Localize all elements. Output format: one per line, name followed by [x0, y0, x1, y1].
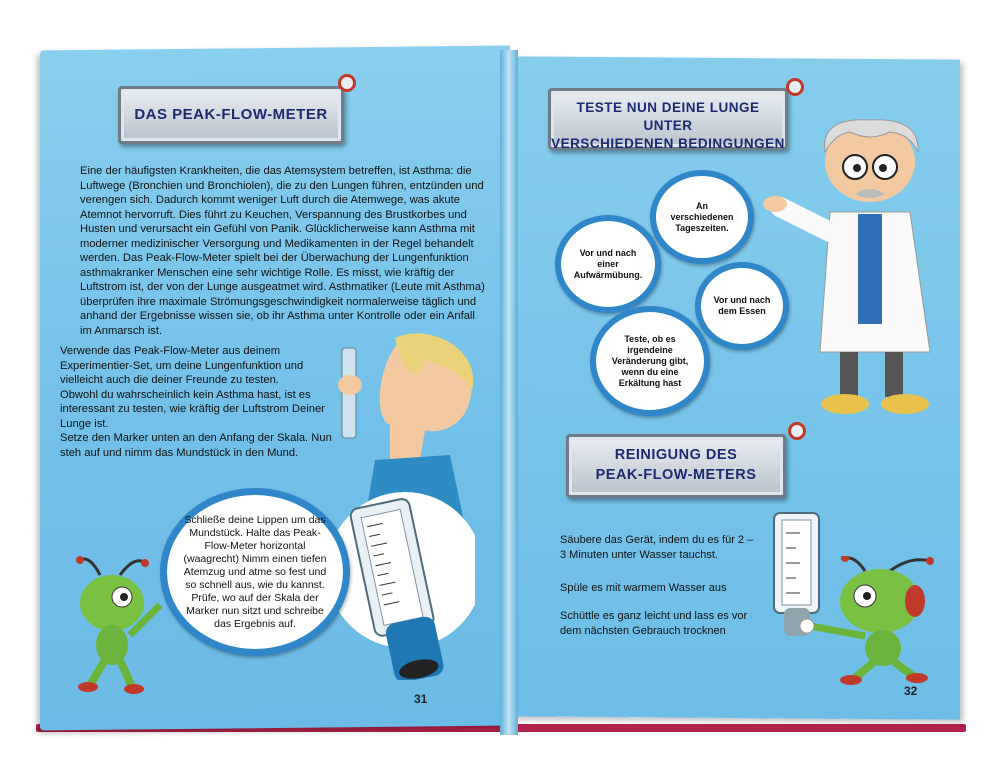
left-page-title: DAS PEAK-FLOW-METER: [118, 86, 344, 144]
left-intro-text: Eine der häufigsten Krankheiten, die das Atemsystem betreffen, ist Asthma: die Luftwege (Bronchien und Bronchiolen), die zu den Lungen führen, entzünden und verengen sich. Dadurch kommt weniger Luft durch die Atemwege, was akute Atemnot hervorruft. Dies führt zu Keuchen, Verspannung des Brustkorbes und Husten und verursacht ein Gefühl von Panik. Glücklicherweise kann Asthma mit moderner medizinischer Versorgung und Medikamenten in der Regel behandelt werden. Das Peak-Flow-Meter spielt bei der Überwachung der Lungenfunktion asthmakranker Menschen eine sehr wichtige Rolle. Es misst, wie kräftig der Luftstrom ist, der von der Lunge ausgeatmet wird. Asthmatiker (Leute mit Asthma) überprüfen ihre maximale Strömungsgeschwindigkeit normalerweise täglich und anhand der Ergebnisse wissen sie, ob ihr Asthma unter Kontrolle oder ein Anfall im Anmarsch ist.: [80, 165, 485, 337]
cleaning-step-3: Schüttle es ganz leicht und lass es vor dem nächsten Gebrauch trocknen: [560, 610, 748, 637]
green-bug-mascot-icon: [60, 555, 170, 695]
bubble-essen: Vor und nach dem Essen: [695, 262, 789, 350]
bubble-aufwaermuebung: Vor und nach einer Aufwärmübung.: [555, 215, 661, 313]
professor-mascot-icon: [760, 112, 950, 417]
book-gutter: [500, 50, 518, 735]
right-page-title-1: TESTE NUN DEINE LUNGE UNTER VERSCHIEDENEN BEDINGUNGEN: [548, 88, 788, 150]
title-ring-icon: [788, 422, 806, 440]
title-ring-icon: [338, 74, 356, 92]
bubble-erkaeltung: Teste, ob es irgendeine Veränderung gibt, wenn du eine Erkältung hast: [590, 306, 710, 416]
left-paragraph-2: Obwohl du wahrscheinlich kein Asthma hast, ist es interessant zu testen, wie kräftig der Luftstrom Deiner Lunge ist.: [60, 388, 325, 430]
left-paragraph-1: Verwende das Peak-Flow-Meter aus deinem Experimentier-Set, um deine Lungenfunktion und vielleicht auch die deiner Freunde zu testen.: [60, 345, 304, 386]
right-page-title-2: REINIGUNG DES PEAK-FLOW-METERS: [566, 434, 786, 498]
left-paragraph-3: Setze den Marker unten an den Anfang der Skala. Nun steh auf und nimm das Mundstück in den Mund.: [60, 432, 332, 459]
cleaning-step-1: Säubere das Gerät, indem du es für 2 – 3 Minuten unter Wasser tauchst.: [560, 534, 754, 561]
title-ring-icon: [786, 78, 804, 96]
peak-flow-meter-icon: [335, 490, 475, 680]
green-bug-mascot-icon: [795, 556, 945, 686]
right-page-number: 32: [904, 684, 918, 698]
cleaning-step-2: Spüle es mit warmem Wasser aus: [560, 582, 727, 594]
bubble-tageszeiten: An verschiedenen Tageszeiten.: [650, 170, 754, 264]
left-page-number: 31: [414, 692, 428, 706]
left-instructions: [60, 344, 335, 460]
instruction-speech-bubble: Schließe deine Lippen um das Mundstück. Halte das Peak-Flow-Meter horizontal (waagrecht) Nimm einen tiefen Atemzug und atme so fest und so schnell aus, wie du kannst. Prüfe, wo auf der Skala der Marker nun sitzt und schreibe das Ergebnis auf.: [160, 488, 350, 656]
